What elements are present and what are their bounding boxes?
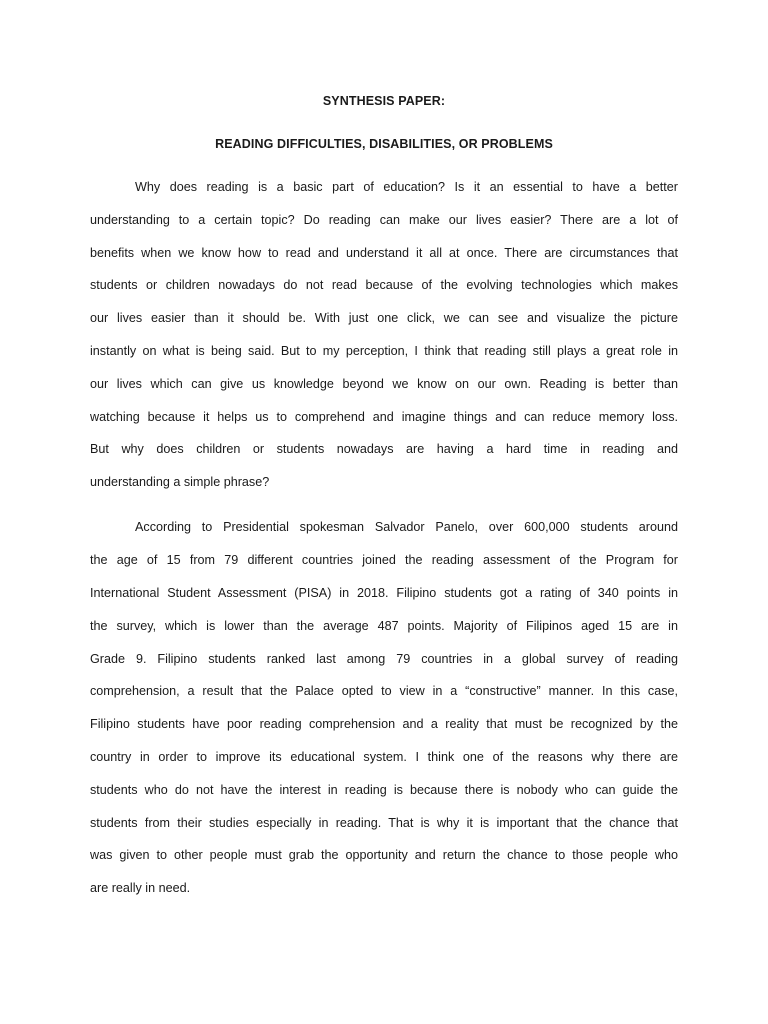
paragraph-line: students or children nowadays do not read because of the evolving technologies which makes [90,278,678,293]
paragraph-line: International Student Assessment (PISA) in 2018. Filipino students got a rating of 340 points in [90,586,678,601]
paragraph-2 [90,520,678,914]
paragraph-line: understanding to a certain topic? Do reading can make our lives easier? There are a lot of [90,212,678,227]
document-body [90,180,678,914]
paragraph-line: students who do not have the interest in reading is because there is nobody who can guide the [90,782,678,797]
paragraph-line: Grade 9. Filipino students ranked last among 79 countries in a global survey of reading [90,651,678,666]
paragraph-line: our lives which can give us knowledge beyond we know on our own. Reading is better than [90,376,678,391]
paragraph-line: instantly on what is being said. But to my perception, I think that reading still plays a great role in [90,343,678,358]
paragraph-line: our lives easier than it should be. With just one click, we can see and visualize the picture [90,311,678,326]
paragraph-line: benefits when we know how to read and understand it all at once. There are circumstances that [90,245,678,260]
paragraph-line: students from their studies especially in reading. That is why it is important that the chance that [90,815,678,830]
paragraph-line: comprehension, a result that the Palace opted to view in a “constructive” manner. In this case, [90,684,678,699]
paragraph-line: the age of 15 from 79 different countries joined the reading assessment of the Program for [90,553,678,568]
paragraph-line: According to Presidential spokesman Salvador Panelo, over 600,000 students around [135,520,678,535]
paragraph-line: understanding a simple phrase? [90,475,270,490]
paragraph-line: country in order to improve its educational system. I think one of the reasons why there are [90,750,678,765]
paragraph-line: Why does reading is a basic part of education? Is it an essential to have a better [135,180,678,194]
paragraph-1 [90,180,678,508]
paragraph-line: was given to other people must grab the opportunity and return the chance to those people who [90,848,678,863]
paragraph-line: are really in need. [90,881,191,896]
paragraph-line: But why does children or students nowadays are having a hard time in reading and [90,442,678,457]
document-title: SYNTHESIS PAPER: [322,94,446,108]
paragraph-spacer [90,508,678,521]
document-subtitle: READING DIFFICULTIES, DISABILITIES, OR PROBLEMS [215,137,553,151]
paragraph-line: Filipino students have poor reading comprehension and a reality that must be recognized by the [90,717,678,732]
paragraph-line: watching because it helps us to comprehend and imagine things and can reduce memory loss. [90,409,678,424]
paragraph-line: the survey, which is lower than the average 487 points. Majority of Filipinos aged 15 are in [90,618,678,633]
